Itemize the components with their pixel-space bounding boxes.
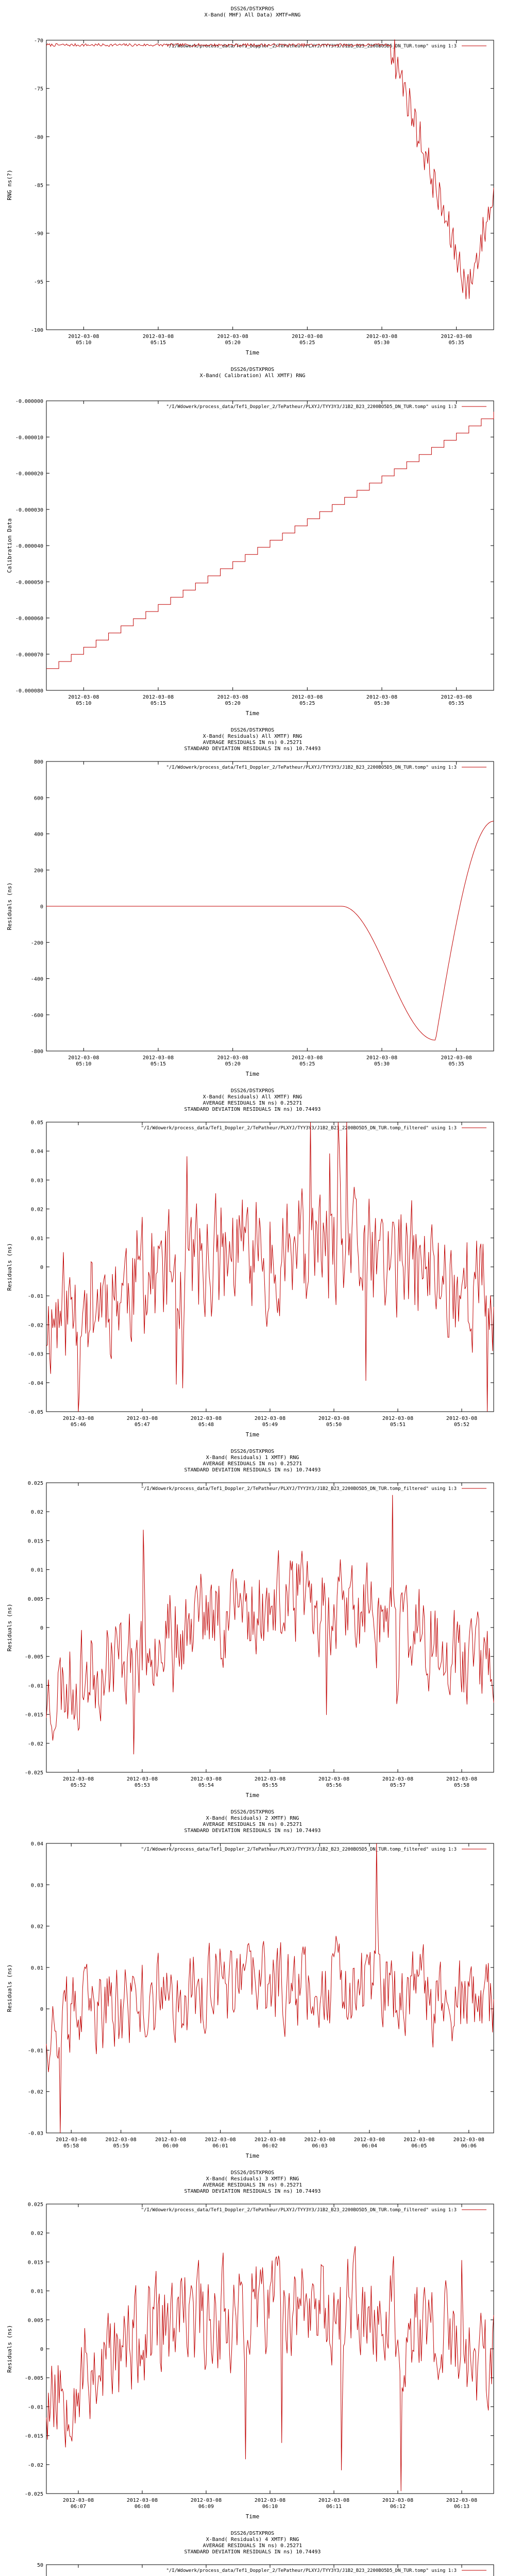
- data-series-line: [46, 40, 494, 299]
- x-tick-label-time: 06:07: [70, 2504, 87, 2510]
- y-tick-label: 800: [33, 759, 43, 765]
- y-tick-label: 0.005: [27, 1596, 43, 1602]
- y-tick-label: -0.03: [27, 1351, 43, 1358]
- x-tick-label-date: 2012-03-08: [354, 2137, 385, 2143]
- y-tick-label: -0.015: [24, 1712, 43, 1718]
- y-tick-label: 0.04: [30, 1841, 43, 1847]
- x-tick-label-time: 05:56: [326, 1783, 342, 1788]
- y-tick-label: 0.01: [30, 2289, 43, 2295]
- x-tick-label-date: 2012-03-08: [217, 334, 248, 340]
- x-tick-label-time: 05:10: [76, 701, 92, 706]
- y-tick-label: 0: [40, 904, 43, 910]
- chart-title-line: STANDARD DEVIATION RESIDUALS IN ns) 10.74493: [184, 2189, 321, 2194]
- x-tick-label-date: 2012-03-08: [217, 1055, 248, 1061]
- y-tick-label: -0.025: [24, 1770, 43, 1776]
- x-axis-label: Time: [245, 2513, 260, 2520]
- y-tick-label: 0: [40, 2347, 43, 2352]
- legend-label: "/I/Wdowerk/process_data/Tef1_Doppler_2/TePatheur/PLXYJ/TYY3Y3/J1B2_B23_2200BO5D5_DN_TUR.tomp_filtered" using 1:3: [141, 1126, 457, 1131]
- y-tick-label: -0.000050: [15, 580, 43, 586]
- x-tick-label-time: 05:49: [262, 1422, 278, 1428]
- chart-title-line: AVERAGE RESIDUALS IN ns) 0.25271: [203, 740, 302, 745]
- x-tick-label-date: 2012-03-08: [446, 1416, 478, 1421]
- y-tick-label: 0.03: [30, 1178, 43, 1184]
- x-tick-label-date: 2012-03-08: [318, 1416, 350, 1421]
- y-tick-label: -80: [33, 134, 43, 141]
- y-tick-label: -0.000000: [15, 399, 43, 404]
- chart-title-line: AVERAGE RESIDUALS IN ns) 0.25271: [203, 1100, 302, 1106]
- y-tick-label: -0.05: [27, 1410, 43, 1415]
- x-tick-label-time: 06:10: [262, 2504, 278, 2510]
- chart-title-line: X-Band( MHF) All Data) XMTF=RNG: [204, 12, 301, 18]
- x-tick-label-time: 05:48: [198, 1422, 214, 1428]
- x-tick-label-date: 2012-03-08: [453, 2137, 484, 2143]
- x-tick-label-time: 06:05: [411, 2143, 427, 2149]
- x-tick-label-date: 2012-03-08: [142, 694, 174, 700]
- chart-title-line: DSS26/DSTXPROS: [230, 1449, 275, 1454]
- x-tick-label-time: 06:09: [198, 2504, 214, 2510]
- chart-title-line: DSS26/DSTXPROS: [230, 2170, 275, 2176]
- y-tick-label: -400: [30, 976, 43, 982]
- data-series-line: [46, 1843, 494, 2133]
- x-tick-label-time: 05:58: [63, 2143, 79, 2149]
- y-tick-label: 0.015: [27, 1538, 43, 1545]
- x-axis-label: Time: [245, 1431, 260, 1438]
- chart-title-line: X-Band( Residuals) All XMTF) RNG: [203, 734, 302, 739]
- y-tick-label: -0.02: [27, 2089, 43, 2095]
- y-tick-label: -0.000070: [15, 652, 43, 658]
- x-tick-label-time: 06:00: [163, 2143, 179, 2149]
- chart-title-line: X-Band( Residuals) 1 XMTF) RNG: [206, 1455, 299, 1461]
- x-tick-label-time: 06:13: [453, 2504, 470, 2510]
- y-tick-label: -0.04: [27, 1380, 43, 1386]
- y-axis-label: Residuals (ns): [6, 2325, 13, 2373]
- x-tick-label-time: 05:20: [225, 1061, 241, 1067]
- y-tick-label: 0.015: [27, 2260, 43, 2266]
- y-tick-label: -0.000020: [15, 471, 43, 477]
- x-tick-label-time: 05:51: [390, 1422, 406, 1428]
- x-tick-label-date: 2012-03-08: [68, 334, 99, 340]
- x-tick-label-date: 2012-03-08: [254, 1416, 286, 1421]
- y-tick-label: 0.02: [30, 1207, 43, 1213]
- x-tick-label-time: 05:35: [448, 701, 464, 706]
- x-tick-label-time: 05:15: [150, 701, 166, 706]
- plot-frame: [46, 1843, 494, 2133]
- y-tick-label: 0.01: [30, 1965, 43, 1971]
- y-tick-label: -75: [33, 86, 43, 92]
- x-tick-label-date: 2012-03-08: [254, 2137, 286, 2143]
- chart-title-line: DSS26/DSTXPROS: [230, 6, 275, 12]
- y-tick-label: 0: [40, 2007, 43, 2013]
- y-tick-label: 0: [40, 1625, 43, 1631]
- x-tick-label-time: 05:58: [453, 1783, 470, 1788]
- y-tick-label: -200: [30, 940, 43, 946]
- y-tick-label: -600: [30, 1012, 43, 1019]
- x-tick-label-date: 2012-03-08: [68, 1055, 99, 1061]
- y-tick-label: 0.05: [30, 1120, 43, 1126]
- x-tick-label-date: 2012-03-08: [441, 1055, 472, 1061]
- x-tick-label-date: 2012-03-08: [446, 2498, 478, 2503]
- x-tick-label-date: 2012-03-08: [382, 1416, 414, 1421]
- y-tick-label: 200: [33, 868, 43, 874]
- x-tick-label-date: 2012-03-08: [217, 694, 248, 700]
- x-tick-label-date: 2012-03-08: [441, 334, 472, 340]
- x-tick-label-time: 05:25: [299, 1061, 315, 1067]
- y-tick-label: 0: [40, 1265, 43, 1270]
- chart-title-line: X-Band( Residuals) 4 XMTF) RNG: [206, 2537, 299, 2543]
- x-tick-label-date: 2012-03-08: [56, 2137, 87, 2143]
- legend-label: "/I/Wdowerk/process_data/Tef1_Doppler_2/TePatheur/PLXYJ/TYY3Y3/J1B2_B23_2200BO5D5_DN_TUR.tomp_filtered" using 1:3: [141, 1847, 457, 1852]
- chart-title-line: X-Band( Calibration) All XMTF) RNG: [199, 373, 306, 379]
- y-axis-label: Residuals (ns): [6, 1603, 13, 1652]
- data-series-line: [46, 1122, 494, 1412]
- y-tick-label: -0.025: [24, 2492, 43, 2497]
- x-tick-label-date: 2012-03-08: [205, 2137, 236, 2143]
- chart-title-line: STANDARD DEVIATION RESIDUALS IN ns) 10.74493: [184, 746, 321, 752]
- y-tick-label: -95: [33, 279, 43, 285]
- x-tick-label-date: 2012-03-08: [126, 2498, 158, 2503]
- x-tick-label-date: 2012-03-08: [155, 2137, 187, 2143]
- x-tick-label-date: 2012-03-08: [441, 694, 472, 700]
- x-tick-label-time: 05:20: [225, 340, 241, 346]
- y-tick-label: -85: [33, 183, 43, 189]
- x-tick-label-time: 05:25: [299, 701, 315, 706]
- y-tick-label: 0.02: [30, 2231, 43, 2237]
- x-tick-label-time: 05:25: [299, 340, 315, 346]
- y-tick-label: -0.02: [27, 1323, 43, 1329]
- y-tick-label: -90: [33, 231, 43, 237]
- x-tick-label-time: 05:30: [374, 1061, 390, 1067]
- x-tick-label-date: 2012-03-08: [142, 1055, 174, 1061]
- y-tick-label: 600: [33, 795, 43, 802]
- x-tick-label-time: 06:12: [390, 2504, 406, 2510]
- x-tick-label-time: 05:57: [390, 1783, 406, 1788]
- y-tick-label: 0.04: [30, 1149, 43, 1155]
- x-tick-label-date: 2012-03-08: [62, 1416, 94, 1421]
- x-tick-label-time: 05:59: [113, 2143, 129, 2149]
- x-tick-label-time: 05:20: [225, 701, 241, 706]
- chart-title-line: DSS26/DSTXPROS: [230, 2531, 275, 2536]
- x-axis-label: Time: [245, 1071, 260, 1077]
- x-tick-label-time: 05:52: [453, 1422, 470, 1428]
- legend-label: "/I/Wdowerk/process_data/Tef1_Doppler_2/TePatheur/PLXYJ/TYY3Y3/J1B2_B23_2200BO5D5_DN_TUR.tomp" using 1:3: [166, 404, 457, 410]
- x-tick-label-time: 05:55: [262, 1783, 278, 1788]
- y-tick-label: 0.005: [27, 2317, 43, 2324]
- x-tick-label-time: 06:01: [212, 2143, 228, 2149]
- x-tick-label-time: 05:50: [326, 1422, 342, 1428]
- legend-label: "/I/Wdowerk/process_data/Tef1_Doppler_2/TePatheur/PLXYJ/TYY3Y3/J1B2_B23_2200BO5D5_DN_TUR.tomp" using 1:3: [166, 2568, 457, 2573]
- y-tick-label: -70: [33, 38, 43, 44]
- y-tick-label: 0.01: [30, 1235, 43, 1242]
- legend-label: "/I/Wdowerk/process_data/Tef1_Doppler_2/TePatheur/PLXYJ/TYY3Y3/J1B2_B23_2200BO5D5_DN_TUR.tomp_filtered" using 1:3: [141, 1486, 457, 1492]
- x-tick-label-time: 05:47: [134, 1422, 150, 1428]
- y-tick-label: -0.000080: [15, 688, 43, 694]
- x-tick-label-time: 06:02: [262, 2143, 278, 2149]
- legend-label: "/I/Wdowerk/process_data/Tef1_Doppler_2/TePatheur/PLXYJ/TYY3Y3/J1B2_B23_2200BO5D5_DN_TUR.tomp" using 1:3: [166, 765, 457, 770]
- x-tick-label-date: 2012-03-08: [403, 2137, 435, 2143]
- x-tick-label-date: 2012-03-08: [382, 1776, 414, 1782]
- plot-frame: [46, 40, 494, 330]
- y-tick-label: -0.01: [27, 1683, 43, 1689]
- x-tick-label-time: 05:15: [150, 340, 166, 346]
- y-tick-label: 0.02: [30, 1924, 43, 1930]
- y-tick-label: 50: [37, 2563, 43, 2568]
- x-tick-label-time: 06:04: [361, 2143, 377, 2149]
- x-tick-label-time: 05:52: [70, 1783, 87, 1788]
- y-axis-label: Calibration Data: [6, 518, 13, 573]
- y-tick-label: -0.000010: [15, 435, 43, 441]
- y-tick-label: -100: [30, 328, 43, 333]
- legend-label: "/I/Wdowerk/process_data/Tef1_Doppler_2/TePatheur/PLXYJ/TYY3Y3/J1B2_B23_2200BO5D5_DN_TUR.tomp_filtered" using 1:3: [141, 2208, 457, 2213]
- chart-title-line: AVERAGE RESIDUALS IN ns) 0.25271: [203, 2543, 302, 2549]
- x-tick-label-date: 2012-03-08: [366, 334, 398, 340]
- x-tick-label-time: 06:08: [134, 2504, 150, 2510]
- data-series-line: [46, 821, 494, 1040]
- y-tick-label: 0.025: [27, 2202, 43, 2208]
- y-tick-label: 0.03: [30, 1883, 43, 1889]
- x-tick-label-time: 05:30: [374, 340, 390, 346]
- x-tick-label-time: 05:53: [134, 1783, 150, 1788]
- x-tick-label-time: 05:10: [76, 1061, 92, 1067]
- x-axis-label: Time: [245, 1792, 260, 1799]
- y-tick-label: 400: [33, 832, 43, 838]
- y-tick-label: -0.005: [24, 1654, 43, 1660]
- x-tick-label-date: 2012-03-08: [190, 1416, 222, 1421]
- y-axis-label: Residuals (ns): [6, 1243, 13, 1291]
- y-tick-label: -0.01: [27, 2404, 43, 2411]
- y-tick-label: 0.02: [30, 1510, 43, 1516]
- chart-title-line: DSS26/DSTXPROS: [230, 1088, 275, 1094]
- y-axis-label: Residuals (ns): [6, 882, 13, 930]
- x-tick-label-date: 2012-03-08: [254, 1776, 286, 1782]
- x-axis-label: Time: [245, 349, 260, 356]
- data-series-line: [46, 2246, 494, 2491]
- x-tick-label-date: 2012-03-08: [62, 2498, 94, 2503]
- x-tick-label-date: 2012-03-08: [62, 1776, 94, 1782]
- x-tick-label-date: 2012-03-08: [318, 1776, 350, 1782]
- x-tick-label-time: 05:10: [76, 340, 92, 346]
- x-tick-label-date: 2012-03-08: [446, 1776, 478, 1782]
- y-tick-label: -0.000060: [15, 616, 43, 622]
- x-tick-label-date: 2012-03-08: [366, 1055, 398, 1061]
- x-tick-label-time: 05:35: [448, 1061, 464, 1067]
- chart-title-line: DSS26/DSTXPROS: [230, 727, 275, 733]
- y-axis-label: RNG ns(?): [6, 170, 13, 200]
- x-tick-label-date: 2012-03-08: [68, 694, 99, 700]
- chart-title-line: DSS26/DSTXPROS: [230, 367, 275, 372]
- y-tick-label: -0.03: [27, 2131, 43, 2137]
- x-tick-label-time: 05:46: [70, 1422, 87, 1428]
- x-tick-label-date: 2012-03-08: [190, 1776, 222, 1782]
- chart-title-line: AVERAGE RESIDUALS IN ns) 0.25271: [203, 1461, 302, 1467]
- y-tick-label: -0.02: [27, 2462, 43, 2468]
- x-axis-label: Time: [245, 2153, 260, 2159]
- x-axis-label: Time: [245, 710, 260, 717]
- x-tick-label-date: 2012-03-08: [142, 334, 174, 340]
- chart-title-line: STANDARD DEVIATION RESIDUALS IN ns) 10.74493: [184, 2549, 321, 2555]
- x-tick-label-time: 06:06: [461, 2143, 477, 2149]
- x-tick-label-date: 2012-03-08: [318, 2498, 350, 2503]
- x-tick-label-date: 2012-03-08: [366, 694, 398, 700]
- chart-title-line: X-Band( Residuals) 3 XMTF) RNG: [206, 2176, 299, 2182]
- x-tick-label-time: 05:15: [150, 1061, 166, 1067]
- x-tick-label-time: 06:03: [312, 2143, 328, 2149]
- y-tick-label: 0.025: [27, 1481, 43, 1486]
- chart-title-line: STANDARD DEVIATION RESIDUALS IN ns) 10.74493: [184, 1467, 321, 1473]
- x-tick-label-date: 2012-03-08: [304, 2137, 335, 2143]
- chart-title-line: STANDARD DEVIATION RESIDUALS IN ns) 10.74493: [184, 1107, 321, 1112]
- chart-title-line: DSS26/DSTXPROS: [230, 1809, 275, 1815]
- y-tick-label: -0.000030: [15, 507, 43, 513]
- x-tick-label-date: 2012-03-08: [190, 2498, 222, 2503]
- y-tick-label: -0.01: [27, 2048, 43, 2054]
- chart-title-line: STANDARD DEVIATION RESIDUALS IN ns) 10.74493: [184, 1828, 321, 1834]
- y-tick-label: -800: [30, 1049, 43, 1055]
- y-tick-label: -0.000040: [15, 544, 43, 549]
- x-tick-label-time: 05:30: [374, 701, 390, 706]
- x-tick-label-date: 2012-03-08: [292, 334, 323, 340]
- x-tick-label-date: 2012-03-08: [254, 2498, 286, 2503]
- x-tick-label-date: 2012-03-08: [292, 694, 323, 700]
- y-axis-label: Residuals (ns): [6, 1964, 13, 2012]
- y-tick-label: -0.005: [24, 2376, 43, 2382]
- y-tick-label: -0.01: [27, 1294, 43, 1300]
- legend-label: "/I/Wdowerk/process_data/Tef1_Doppler_2/TePatheur/PLXYJ/TYY3Y3/J1B2_B23_2200BO5D5_DN_TUR.tomp" using 1:3: [166, 44, 457, 49]
- chart-title-line: AVERAGE RESIDUALS IN ns) 0.25271: [203, 2182, 302, 2188]
- data-series-line: [46, 1495, 494, 1754]
- x-tick-label-date: 2012-03-08: [105, 2137, 137, 2143]
- x-tick-label-date: 2012-03-08: [126, 1416, 158, 1421]
- chart-title-line: X-Band( Residuals) 2 XMTF) RNG: [206, 1816, 299, 1821]
- x-tick-label-time: 06:11: [326, 2504, 342, 2510]
- data-series-line: [46, 412, 494, 669]
- x-tick-label-time: 05:35: [448, 340, 464, 346]
- plot-frame: [46, 1483, 494, 1772]
- x-tick-label-date: 2012-03-08: [292, 1055, 323, 1061]
- y-tick-label: -0.02: [27, 1741, 43, 1747]
- chart-title-line: X-Band( Residuals) All XMTF) RNG: [203, 1094, 302, 1100]
- y-tick-label: -0.015: [24, 2433, 43, 2439]
- chart-title-line: AVERAGE RESIDUALS IN ns) 0.25271: [203, 1822, 302, 1827]
- y-tick-label: 0.01: [30, 1567, 43, 1573]
- x-tick-label-time: 05:54: [198, 1783, 214, 1788]
- x-tick-label-date: 2012-03-08: [382, 2498, 414, 2503]
- x-tick-label-date: 2012-03-08: [126, 1776, 158, 1782]
